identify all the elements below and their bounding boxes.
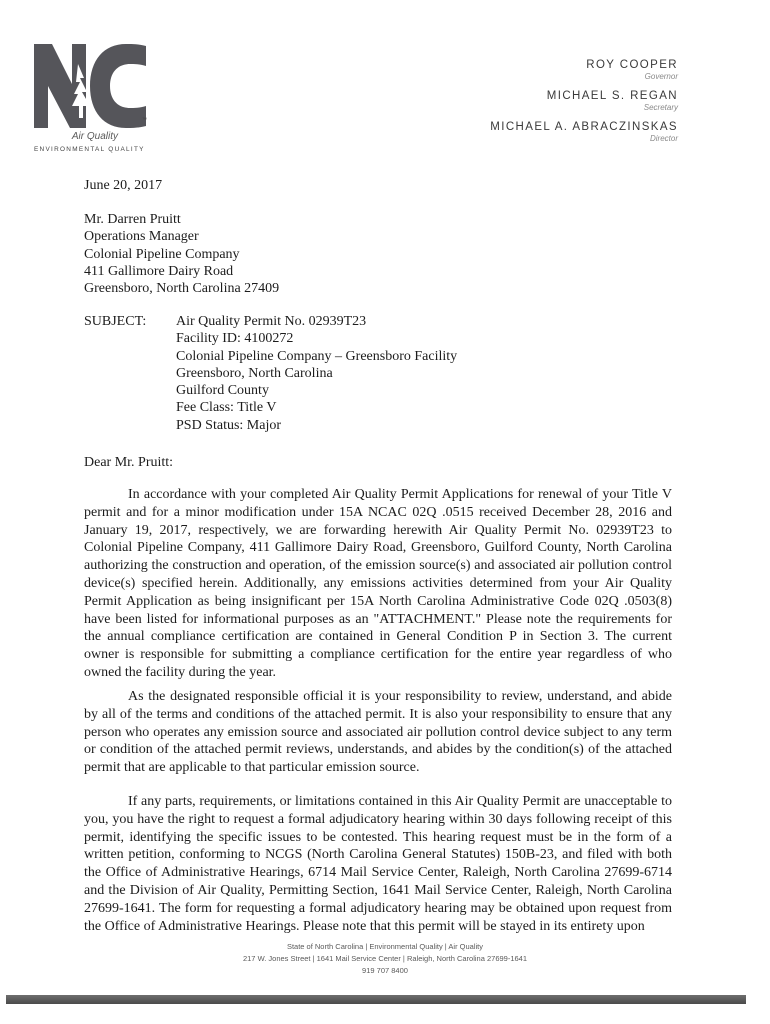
- body-paragraph: If any parts, requirements, or limitations contained in this Air Quality Permit are unacceptable to you, you have the right to request a formal adjudicatory hearing within 30 days following receipt of this permit, identifying the specific issues to be contested. This hearing request must be in the form of a written petition, conforming to NCGS (North Carolina General Statutes) 150B-23, and filed with both the Office of Administrative Hearings, 6714 Mail Service Center, Raleigh, North Carolina 27699-6714 and the Division of Air Quality, Permitting Section, 1641 Mail Service Center, Raleigh, North Carolina 27699-1641. The form for requesting a formal adjudicatory hearing may be obtained upon request from the Office of Administrative Hearings. Please note that this permit will be stayed in its entirety upon: [84, 794, 672, 934]
- official-name: MICHAEL S. REGAN: [546, 90, 678, 102]
- official-name: MICHAEL A. ABRACZINSKAS: [490, 121, 678, 133]
- body-paragraph: As the designated responsible official it is your responsibility to review, understand, and abide by all of the terms and conditions of the attached permit. It is also your responsibility to ensure that any person who operates any emission source and associated air pollution control device subject to any term or condition of the attached permit reviews, understands, and abides by the condition(s) of the attached permit that are applicable to that particular emission source.: [84, 689, 672, 776]
- salutation: Dear Mr. Pruitt:: [84, 455, 174, 470]
- footer-address-line: 217 W. Jones Street | 1641 Mail Service Center | Raleigh, North Carolina 27699-1641: [242, 954, 528, 963]
- subject-label: SUBJECT:: [84, 314, 147, 329]
- subject-line: Facility ID: 4100272: [176, 331, 294, 347]
- official-secretary: [490, 90, 678, 113]
- subject-line: Colonial Pipeline Company – Greensboro Facility: [176, 348, 458, 364]
- agency-name: ENVIRONMENTAL QUALITY: [34, 146, 145, 153]
- agency-sub-name: Air Quality: [71, 131, 118, 142]
- subject-line: Guilford County: [176, 383, 269, 399]
- official-director: [490, 121, 678, 144]
- official-title: Governor: [644, 72, 678, 81]
- footer-bar: [6, 995, 746, 1004]
- nc-logo-mark: [34, 44, 146, 128]
- address-line: Mr. Darren Pruitt: [84, 212, 181, 227]
- officials-block: [490, 59, 678, 152]
- official-name: ROY COOPER: [586, 59, 678, 71]
- trademark-symbol: ™: [142, 117, 147, 123]
- address-line: Operations Manager: [84, 229, 199, 245]
- address-line: Greensboro, North Carolina 27409: [84, 281, 280, 297]
- nc-logo: [34, 44, 146, 128]
- subject-line: PSD Status: Major: [176, 417, 282, 433]
- official-governor: [490, 59, 678, 82]
- subject-line: Greensboro, North Carolina: [176, 365, 333, 381]
- body-paragraph: In accordance with your completed Air Quality Permit Applications for renewal of your Title V permit and for a minor modification under 15A NCAC 02Q .0515 received December 28, 2016 and January 19, 2017, respectively, we are forwarding herewith Air Quality Permit No. 02939T23 to Colonial Pipeline Company, 411 Gallimore Dairy Road, Greensboro, Guilford County, North Carolina authorizing the construction and operation, of the emission source(s) and associated air pollution control device(s) specified herein. Additionally, any emissions activities determined from your Air Quality Permit Application as being insignificant per 15A North Carolina Administrative Code 02Q .0503(8) have been listed for informational purposes as an "ATTACHMENT." Please note the requirements for the annual compliance certification are contained in General Condition P in Section 3. The current owner is responsible for submitting a compliance certification for the entire year regardless of who owned the facility during the year.: [84, 487, 672, 680]
- footer-phone-line: 919 707 8400: [362, 966, 408, 975]
- letter-date: June 20, 2017: [84, 178, 163, 193]
- recipient-address: [84, 211, 279, 297]
- subject-details: [176, 313, 457, 434]
- address-line: Colonial Pipeline Company: [84, 246, 240, 262]
- subject-line: Fee Class: Title V: [176, 400, 277, 416]
- official-title: Director: [649, 134, 678, 143]
- subject-line: Air Quality Permit No. 02939T23: [176, 314, 367, 329]
- official-title: Secretary: [643, 103, 678, 112]
- address-line: 411 Gallimore Dairy Road: [84, 263, 234, 279]
- footer-agency-line: State of North Carolina | Environmental Quality | Air Quality: [286, 942, 484, 951]
